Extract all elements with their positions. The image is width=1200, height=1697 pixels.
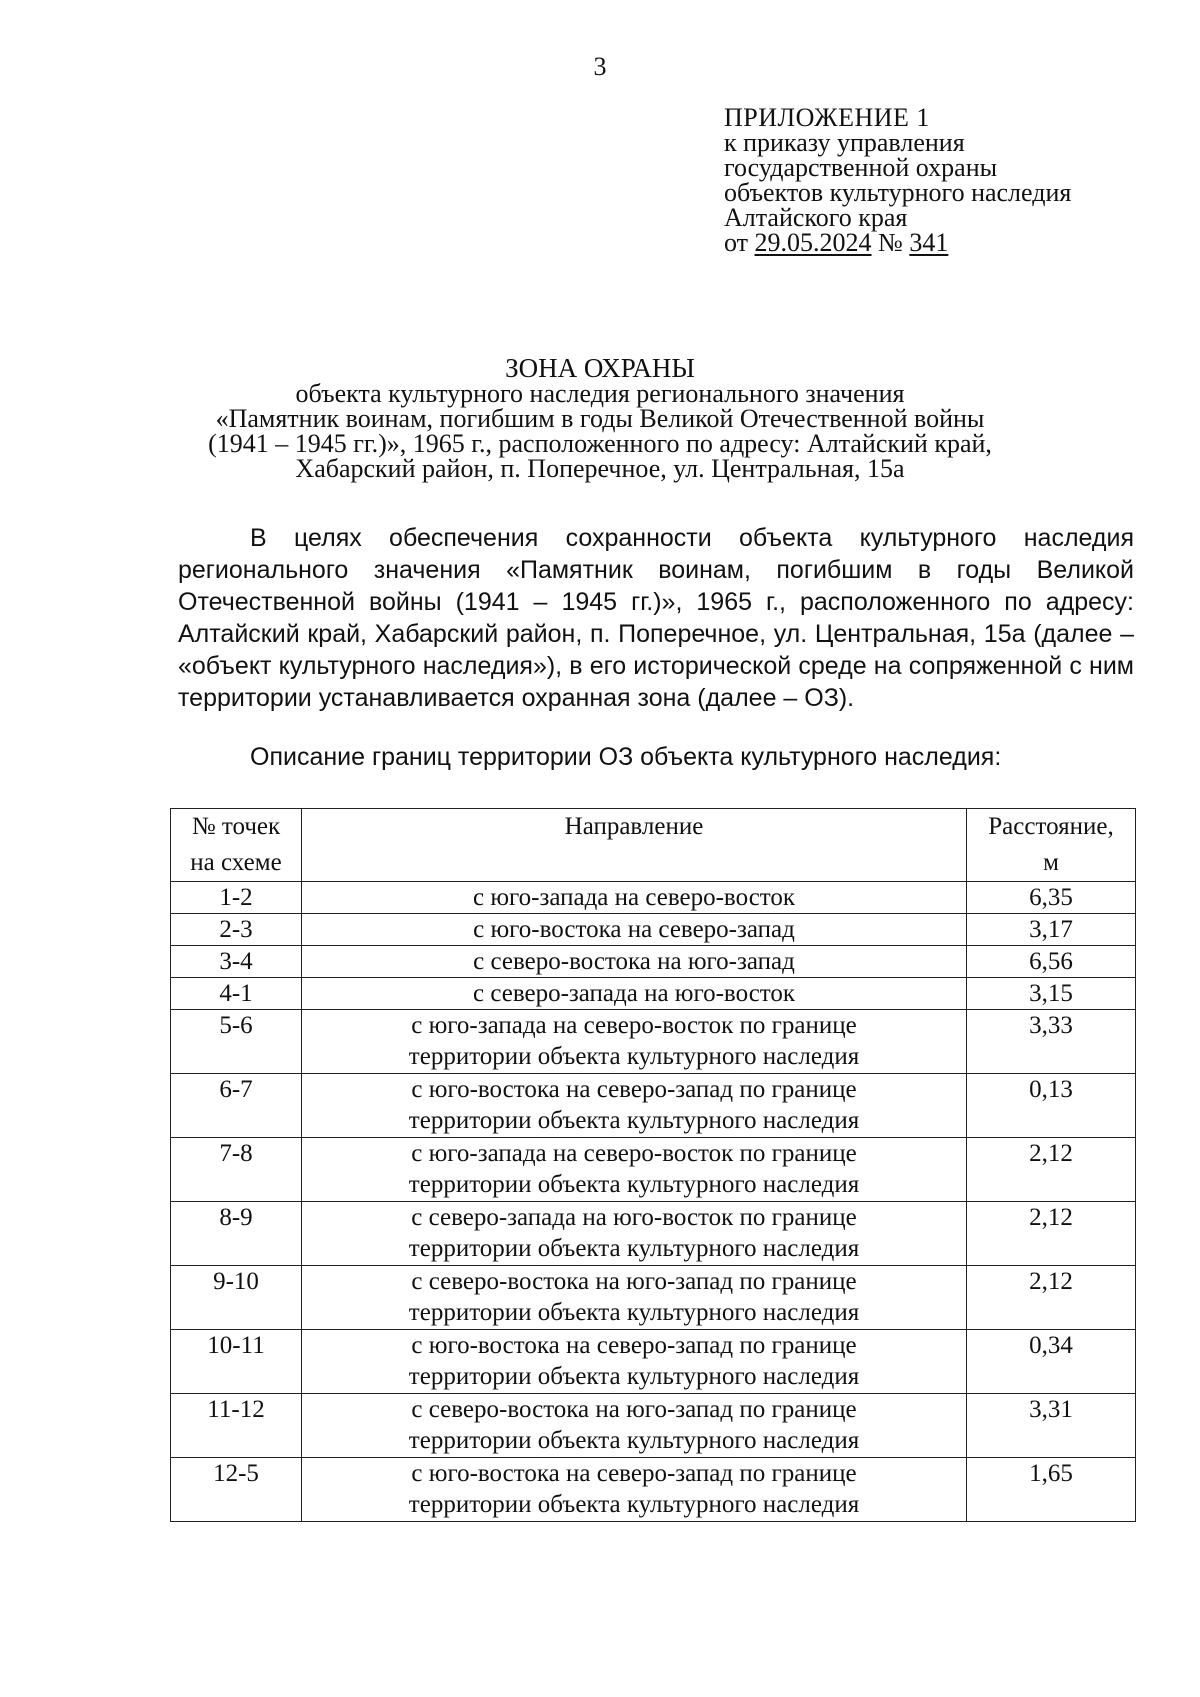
- cell-points: 2-3: [171, 914, 302, 946]
- direction-line: территории объекта культурного наследия: [408, 1107, 860, 1134]
- table-row: [171, 1010, 1136, 1074]
- table-row: [171, 1074, 1136, 1138]
- cell-distance: 2,12: [967, 1266, 1136, 1330]
- cell-points: 9-10: [171, 1266, 302, 1330]
- header-distance: [967, 809, 1136, 882]
- order-date: 29.05.2024: [754, 228, 872, 257]
- number-prefix: №: [878, 228, 903, 257]
- cell-points: 8-9: [171, 1202, 302, 1266]
- zone-line: «Памятник воинам, погибшим в годы Великой Отечественной войны: [215, 404, 985, 433]
- table-row: [171, 914, 1136, 946]
- table-row: [171, 1458, 1136, 1522]
- body-paragraph: В целях обеспечения сохранности объекта культурного наследия регионального значения «Памятник воинам, погибшим в годы Великой Отечественной войны (1941 – 1945 гг.)», 1965 г., расположенного по адресу: Алтайский край, Хабарский район, п. Поперечное, ул. Центральная, 15а (далее – «объект культурного наследия»), в его исторической среде на сопряженной с ним территории устанавливается охранная зона (далее – ОЗ).: [178, 524, 1134, 712]
- cell-distance: 1,65: [967, 1458, 1136, 1522]
- direction-line: с юго-запада на северо-восток по границе: [411, 1012, 857, 1039]
- zone-line: объекта культурного наследия регионального значения: [295, 379, 905, 408]
- cell-points: 3-4: [171, 946, 302, 978]
- cell-points: 1-2: [171, 882, 302, 914]
- appendix-title: ПРИЛОЖЕНИЕ 1: [724, 103, 930, 132]
- direction-line: территории объекта культурного наследия: [408, 1427, 860, 1454]
- appendix-line: государственной охраны: [724, 153, 998, 182]
- zone-header: [0, 353, 1200, 483]
- header-distance-line1: Расстояние,: [988, 813, 1114, 840]
- cell-direction: [302, 1394, 967, 1458]
- direction-line: территории объекта культурного наследия: [408, 1363, 860, 1390]
- header-direction: Направление: [302, 809, 967, 882]
- cell-distance: 6,35: [967, 882, 1136, 914]
- cell-distance: 3,33: [967, 1010, 1136, 1074]
- page-number: 3: [593, 52, 607, 81]
- direction-line: с юго-востока на северо-запад по границе: [411, 1460, 857, 1487]
- appendix-line: Алтайского края: [724, 203, 908, 232]
- cell-distance: 2,12: [967, 1202, 1136, 1266]
- cell-distance: 0,13: [967, 1074, 1136, 1138]
- cell-direction: [302, 1202, 967, 1266]
- cell-direction: с юго-запада на северо-восток: [302, 882, 967, 914]
- cell-direction: с северо-запада на юго-восток: [302, 978, 967, 1010]
- cell-direction: с северо-востока на юго-запад: [302, 946, 967, 978]
- cell-distance: 0,34: [967, 1330, 1136, 1394]
- table-row: [171, 1202, 1136, 1266]
- table-row: [171, 978, 1136, 1010]
- appendix-block: [724, 105, 1071, 255]
- table-header-row: [171, 809, 1136, 882]
- cell-direction: [302, 1010, 967, 1074]
- cell-direction: с юго-востока на северо-запад: [302, 914, 967, 946]
- table-row: [171, 1330, 1136, 1394]
- cell-distance: 3,31: [967, 1394, 1136, 1458]
- cell-distance: 3,17: [967, 914, 1136, 946]
- zone-line: Хабарский район, п. Поперечное, ул. Центральная, 15а: [295, 454, 905, 483]
- table-row: [171, 1138, 1136, 1202]
- header-points: [171, 809, 302, 882]
- order-number: 341: [909, 228, 949, 257]
- table-row: [171, 1266, 1136, 1330]
- cell-points: 11-12: [171, 1394, 302, 1458]
- table-row: [171, 946, 1136, 978]
- direction-line: территории объекта культурного наследия: [408, 1299, 860, 1326]
- appendix-line: объектов культурного наследия: [724, 178, 1072, 207]
- direction-line: с северо-востока на юго-запад по границе: [411, 1268, 857, 1295]
- direction-line: территории объекта культурного наследия: [408, 1171, 860, 1198]
- direction-line: с северо-востока на юго-запад по границе: [411, 1396, 857, 1423]
- direction-line: с юго-востока на северо-запад по границе: [411, 1332, 857, 1359]
- direction-line: с юго-запада на северо-восток по границе: [411, 1140, 857, 1167]
- header-distance-unit: м: [1043, 849, 1059, 876]
- zone-title: ЗОНА ОХРАНЫ: [505, 353, 695, 383]
- direction-line: территории объекта культурного наследия: [408, 1043, 860, 1070]
- cell-points: 12-5: [171, 1458, 302, 1522]
- direction-line: территории объекта культурного наследия: [408, 1235, 860, 1262]
- boundaries-table: [170, 808, 1136, 1522]
- appendix-line: к приказу управления: [724, 128, 965, 157]
- cell-points: 10-11: [171, 1330, 302, 1394]
- table-row: [171, 1394, 1136, 1458]
- cell-distance: 3,15: [967, 978, 1136, 1010]
- cell-direction: [302, 1266, 967, 1330]
- cell-points: 4-1: [171, 978, 302, 1010]
- table-caption: Описание границ территории ОЗ объекта культурного наследия:: [250, 743, 1002, 771]
- header-points-line2: на схеме: [190, 849, 282, 876]
- direction-line: с северо-запада на юго-восток по границе: [411, 1204, 857, 1231]
- direction-line: территории объекта культурного наследия: [408, 1491, 860, 1518]
- cell-direction: [302, 1074, 967, 1138]
- table-row: [171, 882, 1136, 914]
- header-points-line1: № точек: [191, 813, 281, 840]
- cell-direction: [302, 1458, 967, 1522]
- zone-line: (1941 – 1945 гг.)», 1965 г., расположенного по адресу: Алтайский край,: [208, 429, 992, 458]
- date-prefix: от: [724, 228, 749, 257]
- direction-line: с юго-востока на северо-запад по границе: [411, 1076, 857, 1103]
- cell-direction: [302, 1138, 967, 1202]
- appendix-date-line: [724, 230, 1071, 255]
- cell-points: 6-7: [171, 1074, 302, 1138]
- cell-direction: [302, 1330, 967, 1394]
- cell-distance: 6,56: [967, 946, 1136, 978]
- cell-distance: 2,12: [967, 1138, 1136, 1202]
- cell-points: 7-8: [171, 1138, 302, 1202]
- cell-points: 5-6: [171, 1010, 302, 1074]
